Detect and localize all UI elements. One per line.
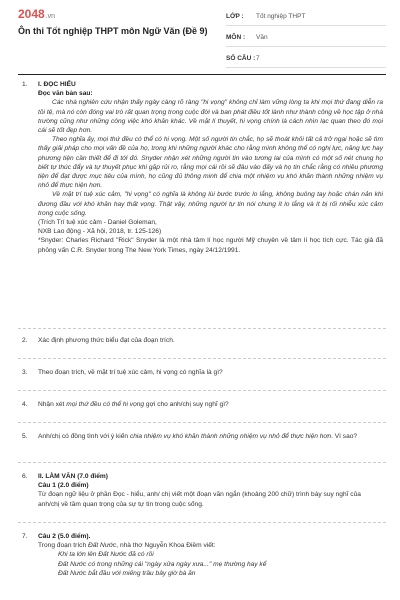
question-number: 3. bbox=[22, 369, 28, 376]
text-part: . Vì sao? bbox=[331, 433, 358, 440]
question-number: 7. bbox=[22, 533, 28, 540]
meta-value: Văn bbox=[256, 34, 268, 41]
section-heading: I. ĐỌC HIỂU bbox=[38, 81, 76, 88]
poem-line: Đất Nước có trong những cái "ngày xửa ngày xưa..." mẹ thường hay kể bbox=[58, 560, 267, 568]
question-text bbox=[38, 432, 383, 441]
separator bbox=[18, 462, 386, 463]
text-part: Anh/chị có đồng tình với ý kiến bbox=[38, 433, 130, 440]
meta-value: Tốt nghiệp THPT bbox=[256, 13, 306, 20]
passage-paragraph: Các nhà nghiên cứu nhận thấy ngày càng rõ ràng "hi vọng" không chỉ làm vững lòng ta khi mọi thứ đang diễn ra tồi tệ, mà nó còn đóng vai trò rất quan trọng trong cuộc đời và ban phát điều tốt lành như thành công về học tập ở nhà trường cũng như những công việc khó khăn khác. Về mặt lí thuyết, hi vọng chính là cách nhìn lạc quan theo đó mọi cái sẽ tốt đẹp hơn. bbox=[38, 99, 383, 135]
sub-heading: Câu 2 (5.0 điểm). bbox=[38, 533, 91, 540]
quote: chia nhiệm vụ khó khăn thành những nhiệm vụ nhỏ để thực hiện hơn bbox=[129, 433, 332, 440]
separator bbox=[18, 422, 386, 423]
text-part: gợi cho anh/chị suy nghĩ gì? bbox=[144, 401, 229, 408]
passage-paragraph: Theo nghĩa ấy, mọi thứ đều có thể có hi vọng. Một số người tin chắc, họ sẽ thoát khỏi tất cả trở ngại hoặc sẽ tìm thấy giải pháp cho mọi vấn đề của họ, trong khi những người khác cho rằng mình không thể có nghị lực, năng lực hay phương tiện cần thiết để đi tới đó. Snyder nhận xét những người tin vào tương lai của mình có một số nét chung họ biết tự thúc đẩy và tự thuyết phục khi gặp rủi ro, rằng mọi cái rồi sẽ đâu vào đấy và họ tin chắc rằng có nhiều phương tiện để đạt được mục tiêu của mình, họ cũng đủ thông minh để chia một nhiệm vụ khó khăn thành những nhiệm vụ nhỏ để thực hiện hơn. bbox=[38, 136, 383, 190]
text-part: Nhận xét bbox=[38, 401, 67, 408]
question-text: Từ đoạn ngữ liệu ở phần Đọc - hiểu, anh/ chị viết một đoạn văn ngắn (khoảng 200 chữ) trình bày suy nghĩ của anh/chị về tầm quan trọng của sự tự tin trong cuộc sống. bbox=[38, 491, 361, 508]
text-part: , nhà thơ Nguyễn Khoa Điềm viết: bbox=[116, 542, 216, 550]
text-part: Trong đoạn trích bbox=[38, 542, 88, 550]
citation: (Trích Trí tuệ xúc cảm - Daniel Goleman, bbox=[38, 219, 157, 227]
question-content bbox=[38, 80, 383, 255]
meta-info bbox=[226, 10, 386, 73]
site-logo[interactable] bbox=[18, 7, 55, 21]
footnote: *Snyder: Charles Richard "Rick" Snyder là một nhà tâm lí học người Mỹ chuyên về tâm lí học tích cực. Tác giả đã phỏng vấn C.R. Snyder trong The New York Times, ngày 24/12/1991. bbox=[38, 237, 383, 254]
question-text: Xác định phương thức biểu đạt của đoạn trích. bbox=[38, 337, 175, 344]
passage-label: Đọc văn bản sau: bbox=[38, 90, 93, 98]
poem-excerpt bbox=[58, 550, 383, 578]
passage-paragraph: Về mặt trí tuệ xúc cảm, "hi vọng" có nghĩa là không lùi bước trước lo lắng, không buông tay hoặc chán nản khi đương đầu với khó khăn hay thất vọng. Thật vậy, những người tự tin nói chung ít lo lắng và ít bị rối nhiễu xúc cảm trong cuộc sống. bbox=[38, 191, 383, 217]
separator bbox=[18, 358, 386, 359]
sub-heading: Câu 1 (2.0 điểm) bbox=[38, 482, 89, 490]
meta-value: 7 bbox=[256, 55, 260, 62]
page-title: Ôn thi Tốt nghiệp THPT môn Ngữ Văn (Đề 9) bbox=[18, 26, 208, 36]
work-title: Đất Nước bbox=[87, 542, 117, 550]
logo-number: 2048 bbox=[18, 7, 45, 21]
separator bbox=[18, 328, 386, 329]
poem-line: Khi ta lớn lên Đất Nước đã có rồi bbox=[58, 551, 154, 559]
question-number: 1. bbox=[22, 81, 28, 88]
question-number: 6. bbox=[22, 473, 28, 480]
meta-key: SỐ CÂU : bbox=[226, 55, 256, 62]
question-text: Theo đoạn trích, về mặt trí tuệ xúc cảm, hi vọng có nghĩa là gì? bbox=[38, 369, 223, 376]
meta-row-class bbox=[226, 10, 386, 26]
question-number: 4. bbox=[22, 401, 28, 408]
question-number: 2. bbox=[22, 337, 28, 344]
separator bbox=[18, 390, 386, 391]
header bbox=[0, 0, 400, 74]
question-content bbox=[38, 472, 383, 509]
reading-passage bbox=[38, 98, 383, 254]
header-divider bbox=[18, 74, 386, 75]
question-content bbox=[38, 532, 383, 578]
quote: mọi thứ đều có thể hi vọng bbox=[66, 401, 145, 408]
question-intro bbox=[38, 541, 383, 550]
meta-key: MÔN : bbox=[226, 34, 246, 41]
question-text bbox=[38, 400, 383, 409]
logo-suffix: .vn bbox=[45, 13, 56, 20]
question-number: 5. bbox=[22, 433, 28, 440]
section-heading: II. LÀM VĂN (7.0 điểm) bbox=[38, 473, 108, 480]
meta-row-count bbox=[226, 52, 386, 68]
poem-line: Đất Nước bắt đầu với miếng trầu bây giờ bà ăn bbox=[58, 569, 196, 577]
meta-row-subject bbox=[226, 31, 386, 47]
separator bbox=[18, 522, 386, 523]
citation: NXB Lao động - Xã hội, 2018, tr. 125-126) bbox=[38, 228, 162, 236]
meta-key: LỚP : bbox=[226, 13, 244, 20]
